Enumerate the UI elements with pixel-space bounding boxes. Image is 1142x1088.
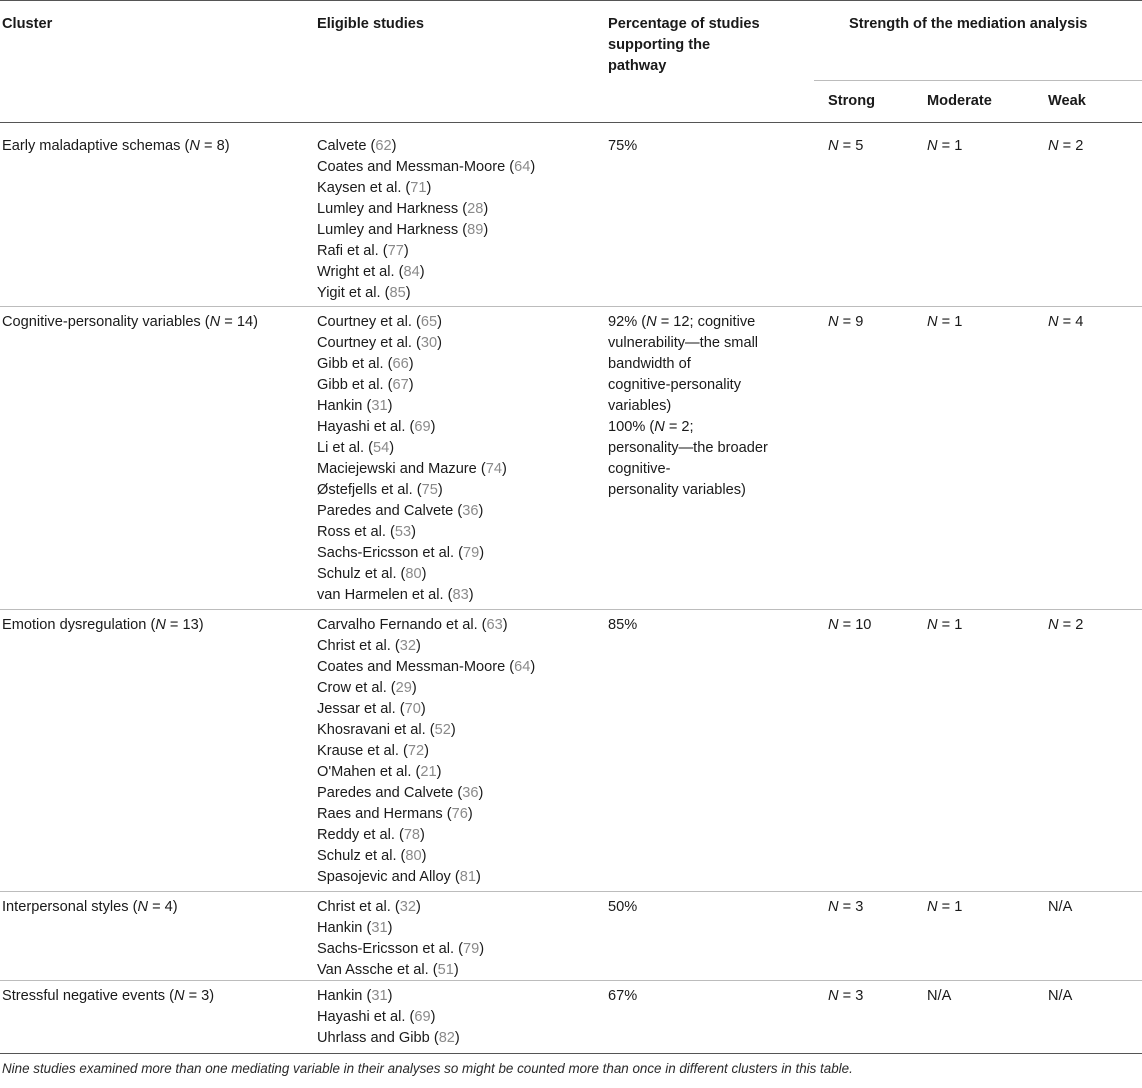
study-item: Calvete (62) (317, 138, 397, 154)
study-reference: 36 (462, 503, 479, 519)
study-reference: 30 (420, 335, 438, 351)
study-reference: 74 (485, 461, 502, 477)
study-name: Paredes and Calvete (317, 785, 454, 801)
header-percentage-line: Percentage of studies (608, 16, 760, 32)
study-name: Hayashi et al. (317, 1009, 406, 1025)
study-reference: 75 (421, 482, 438, 498)
percentage-line: 92% (N = 12; cognitive (608, 314, 756, 330)
weak-count-value: N/A (1048, 899, 1073, 915)
header-percentage (608, 14, 760, 77)
study-name: Kaysen et al. (317, 180, 402, 196)
study-item: Gibb et al. (67) (317, 377, 414, 393)
study-item: Østefjells et al. (75) (317, 482, 443, 498)
study-name: O'Mahen et al. (317, 764, 412, 780)
study-name: Ross et al. (317, 524, 386, 540)
strong-count: N = 3 (828, 899, 864, 915)
weak-count-value: 2 (1075, 138, 1084, 154)
study-name: Gibb et al. (317, 356, 384, 372)
moderate-count: N = 1 (927, 138, 963, 154)
study-reference: 63 (486, 617, 503, 633)
study-item: Carvalho Fernando et al. (63) (317, 617, 508, 633)
cluster-count: 13 (182, 617, 199, 633)
cluster-cell: Emotion dysregulation (N = 13) (2, 617, 204, 633)
study-name: Khosravani et al. (317, 722, 426, 738)
study-reference: 21 (420, 764, 437, 780)
percentage-line: variables) (608, 398, 672, 414)
moderate-count (927, 986, 951, 1007)
percentage-line: cognitive-personality (608, 377, 742, 393)
study-item: Lumley and Harkness (89) (317, 222, 489, 238)
percentage-line: bandwidth of (608, 356, 691, 372)
study-name: Gibb et al. (317, 377, 384, 393)
study-reference: 79 (463, 545, 480, 561)
study-item: Hankin (31) (317, 988, 393, 1004)
study-reference: 67 (392, 377, 409, 393)
weak-count: N = 4 (1048, 314, 1084, 330)
study-item: Reddy et al. (78) (317, 827, 425, 843)
study-reference: 77 (387, 243, 404, 259)
study-item: Hankin (31) (317, 920, 393, 936)
study-name: Christ et al. (317, 638, 391, 654)
study-reference: 78 (403, 827, 421, 843)
weak-count: N = 2 (1048, 138, 1084, 154)
study-reference: 85 (389, 285, 406, 301)
study-item: Khosravani et al. (52) (317, 722, 456, 738)
cluster-name: Early maladaptive schemas ( (2, 138, 190, 154)
study-name: Østefjells et al. (317, 482, 413, 498)
strong-count-value: 3 (855, 899, 864, 915)
study-reference: 31 (371, 988, 388, 1004)
study-name: Crow et al. (317, 680, 387, 696)
percentage-line: personality variables) (608, 482, 746, 498)
header-bottom-rule (0, 122, 1142, 123)
header-percentage-line: pathway (608, 58, 667, 74)
study-item: Schulz et al. (80) (317, 566, 427, 582)
cluster-cell: Stressful negative events (N = 3) (2, 988, 215, 1004)
moderate-count-value: 1 (954, 314, 963, 330)
study-item: Jessar et al. (70) (317, 701, 426, 717)
study-name: Yigit et al. (317, 285, 381, 301)
strong-count-value: 5 (855, 138, 864, 154)
moderate-count-value: 1 (954, 138, 963, 154)
study-item: Hayashi et al. (69) (317, 419, 436, 435)
header-weak: Weak (1048, 93, 1086, 109)
study-item: Hankin (31) (317, 398, 393, 414)
study-name: Paredes and Calvete (317, 503, 454, 519)
percentage-line: 75% (608, 138, 638, 154)
study-reference: 53 (394, 524, 412, 540)
cluster-name: Cognitive-personality variables ( (2, 314, 210, 330)
study-name: Sachs-Ericsson et al. (317, 941, 455, 957)
cluster-cell: Early maladaptive schemas (N = 8) (2, 138, 230, 154)
table-bottom-rule (0, 1053, 1142, 1054)
study-reference: 79 (463, 941, 480, 957)
study-name: Schulz et al. (317, 566, 397, 582)
percentage-cell (608, 986, 637, 1007)
study-name: Maciejewski and Mazure (317, 461, 477, 477)
study-reference: 51 (437, 962, 454, 978)
percentage-line: 100% (N = 2; (608, 419, 694, 435)
study-name: Jessar et al. (317, 701, 396, 717)
studies-list (317, 312, 507, 606)
percentage-line: cognitive- (608, 461, 671, 477)
strong-count: N = 3 (828, 988, 864, 1004)
study-reference: 89 (467, 222, 484, 238)
row-separator (0, 306, 1142, 307)
study-item: Spasojevic and Alloy (81) (317, 869, 481, 885)
percentage-cell (608, 615, 637, 636)
percentage-cell (608, 897, 637, 918)
header-moderate: Moderate (927, 93, 992, 109)
cluster-name: Emotion dysregulation ( (2, 617, 156, 633)
study-name: Rafi et al. (317, 243, 379, 259)
studies-list (317, 897, 484, 981)
study-name: Courtney et al. (317, 314, 412, 330)
row-separator (0, 609, 1142, 610)
moderate-count: N = 1 (927, 617, 963, 633)
strong-count-value: 9 (855, 314, 864, 330)
study-item: Hayashi et al. (69) (317, 1009, 436, 1025)
cluster-count: 8 (216, 138, 225, 154)
study-name: van Harmelen et al. (317, 587, 444, 603)
strong-count-value: 10 (855, 617, 872, 633)
study-name: Coates and Messman-Moore (317, 159, 506, 175)
strength-subheader-rule (814, 80, 1142, 81)
study-name: Lumley and Harkness (317, 222, 459, 238)
study-name: Hankin (317, 988, 363, 1004)
moderate-count: N = 1 (927, 899, 963, 915)
cluster-count: 3 (201, 988, 210, 1004)
study-reference: 66 (392, 356, 409, 372)
study-reference: 64 (514, 159, 531, 175)
study-reference: 82 (438, 1030, 455, 1046)
study-reference: 31 (371, 398, 388, 414)
study-reference: 28 (467, 201, 484, 217)
study-reference: 81 (459, 869, 477, 885)
study-item: Ross et al. (53) (317, 524, 416, 540)
moderate-count-value: 1 (954, 899, 963, 915)
study-name: Uhrlass and Gibb (317, 1030, 430, 1046)
study-name: Calvete (317, 138, 367, 154)
study-reference: 32 (399, 899, 416, 915)
study-reference: 62 (375, 138, 392, 154)
study-item: Gibb et al. (66) (317, 356, 414, 372)
cluster-cell: Interpersonal styles (N = 4) (2, 899, 178, 915)
study-item: Van Assche et al. (51) (317, 962, 459, 978)
study-name: Schulz et al. (317, 848, 397, 864)
study-name: Hankin (317, 920, 363, 936)
strong-count: N = 9 (828, 314, 864, 330)
header-strength: Strength of the mediation analysis (849, 16, 1088, 32)
study-item: Krause et al. (72) (317, 743, 429, 759)
study-item: Li et al. (54) (317, 440, 395, 456)
study-item: Sachs-Ericsson et al. (79) (317, 941, 485, 957)
moderate-count: N = 1 (927, 314, 963, 330)
study-reference: 52 (434, 722, 451, 738)
strong-count: N = 10 (828, 617, 872, 633)
study-item: Coates and Messman-Moore (64) (317, 659, 536, 675)
study-item: O'Mahen et al. (21) (317, 764, 442, 780)
cluster-count: 14 (236, 314, 254, 330)
weak-count-value: N/A (1048, 988, 1073, 1004)
cluster-name: Stressful negative events ( (2, 988, 174, 1004)
study-item: Yigit et al. (85) (317, 285, 411, 301)
percentage-line: personality—the broader (608, 440, 768, 456)
studies-list (317, 136, 535, 304)
study-name: Li et al. (317, 440, 365, 456)
study-reference: 76 (451, 806, 468, 822)
percentage-line: 85% (608, 617, 638, 633)
study-reference: 31 (371, 920, 388, 936)
weak-count-value: 2 (1075, 617, 1084, 633)
percentage-cell (608, 136, 637, 157)
moderate-count-value: 1 (954, 617, 963, 633)
percentage-cell (608, 312, 768, 501)
cluster-count: 4 (164, 899, 173, 915)
study-name: Raes and Hermans (317, 806, 443, 822)
study-reference: 32 (399, 638, 416, 654)
study-item: van Harmelen et al. (83) (317, 587, 474, 603)
study-reference: 71 (410, 180, 427, 196)
study-reference: 70 (404, 701, 421, 717)
strong-count-value: 3 (855, 988, 864, 1004)
study-reference: 80 (405, 566, 422, 582)
weak-count-value: 4 (1075, 314, 1084, 330)
study-name: Reddy et al. (317, 827, 395, 843)
weak-count (1048, 897, 1072, 918)
study-item: Paredes and Calvete (36) (317, 503, 484, 519)
study-item: Uhrlass and Gibb (82) (317, 1030, 460, 1046)
study-reference: 72 (407, 743, 425, 759)
study-name: Hankin (317, 398, 363, 414)
study-item: Christ et al. (32) (317, 638, 421, 654)
study-item: Rafi et al. (77) (317, 243, 409, 259)
percentage-line: 67% (608, 988, 638, 1004)
table-top-rule (0, 0, 1142, 1)
weak-count (1048, 986, 1072, 1007)
study-reference: 29 (395, 680, 412, 696)
percentage-line: 50% (608, 899, 638, 915)
header-eligible-studies: Eligible studies (317, 16, 425, 32)
study-name: Wright et al. (317, 264, 395, 280)
row-separator (0, 980, 1142, 981)
study-item: Sachs-Ericsson et al. (79) (317, 545, 485, 561)
study-item: Courtney et al. (30) (317, 335, 442, 351)
study-reference: 84 (403, 264, 420, 280)
study-item: Kaysen et al. (71) (317, 180, 432, 196)
moderate-count-value: N/A (927, 988, 952, 1004)
study-item: Courtney et al. (65) (317, 314, 442, 330)
header-strong: Strong (828, 93, 876, 109)
study-name: Lumley and Harkness (317, 201, 459, 217)
studies-list (317, 615, 535, 888)
row-separator (0, 891, 1142, 892)
cluster-cell: Cognitive-personality variables (N = 14) (2, 314, 258, 330)
study-item: Lumley and Harkness (28) (317, 201, 489, 217)
study-item: Paredes and Calvete (36) (317, 785, 484, 801)
study-name: Christ et al. (317, 899, 391, 915)
strong-count: N = 5 (828, 138, 864, 154)
study-name: Hayashi et al. (317, 419, 406, 435)
study-item: Maciejewski and Mazure (74) (317, 461, 507, 477)
study-name: Carvalho Fernando et al. (317, 617, 478, 633)
study-item: Schulz et al. (80) (317, 848, 427, 864)
study-item: Wright et al. (84) (317, 264, 425, 280)
study-name: Sachs-Ericsson et al. (317, 545, 455, 561)
study-item: Crow et al. (29) (317, 680, 417, 696)
study-reference: 69 (414, 419, 431, 435)
study-name: Courtney et al. (317, 335, 412, 351)
cluster-name: Interpersonal styles ( (2, 899, 138, 915)
studies-list (317, 986, 460, 1049)
percentage-line: vulnerability—the small (608, 335, 759, 351)
study-name: Coates and Messman-Moore (317, 659, 506, 675)
header-cluster: Cluster (2, 16, 53, 32)
study-reference: 65 (420, 314, 438, 330)
study-reference: 36 (462, 785, 479, 801)
study-reference: 69 (414, 1009, 431, 1025)
weak-count: N = 2 (1048, 617, 1084, 633)
study-reference: 80 (405, 848, 422, 864)
study-name: Spasojevic and Alloy (317, 869, 451, 885)
study-name: Krause et al. (317, 743, 399, 759)
study-item: Coates and Messman-Moore (64) (317, 159, 536, 175)
study-item: Raes and Hermans (76) (317, 806, 473, 822)
study-reference: 64 (514, 659, 531, 675)
study-reference: 83 (452, 587, 469, 603)
table-footnote: Nine studies examined more than one mediating variable in their analyses so might be counted more than once in different clusters in this table. (2, 1061, 853, 1076)
study-name: Van Assche et al. (317, 962, 429, 978)
study-item: Christ et al. (32) (317, 899, 421, 915)
study-reference: 54 (372, 440, 390, 456)
header-percentage-line: supporting the (608, 37, 711, 53)
